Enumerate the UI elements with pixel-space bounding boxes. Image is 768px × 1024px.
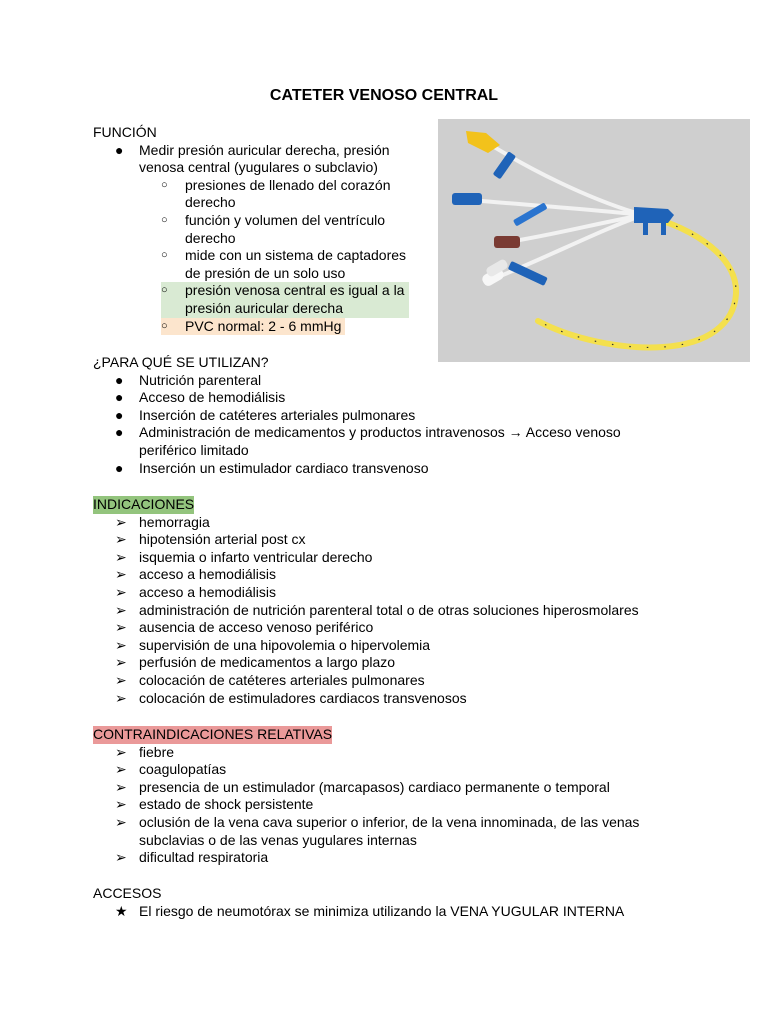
usos-heading: ¿PARA QUÉ SE UTILIZAN?	[93, 354, 269, 370]
arrow-marker: ➢	[115, 531, 127, 548]
circle-marker: ○	[161, 284, 168, 297]
list-item	[93, 549, 693, 567]
list-item	[93, 619, 693, 637]
arrow-marker: ➢	[115, 601, 127, 618]
highlighted-sub-list-item	[161, 282, 409, 317]
list-item	[93, 796, 673, 814]
list-item	[93, 849, 673, 867]
funcion-list	[93, 142, 417, 336]
list-item-text: isquemia o infarto ventricular derecho	[139, 548, 373, 565]
list-item-text: hipotensión arterial post cx	[139, 531, 306, 548]
catheter-illustration	[438, 119, 750, 362]
bullet-marker: ●	[115, 406, 124, 423]
bullet-marker: ●	[115, 389, 124, 406]
arrow-marker: ➢	[115, 636, 127, 653]
circle-marker: ○	[161, 249, 168, 262]
list-item	[93, 407, 673, 425]
list-item-text: perfusión de medicamentos a largo plazo	[139, 654, 396, 671]
sub-list-item	[93, 247, 417, 282]
list-item	[93, 531, 693, 549]
list-item-text: supervisión de una hipovolemia o hipervolemia	[139, 636, 431, 653]
accesos-list	[93, 903, 693, 921]
list-item-text: oclusión de la vena cava superior o inferior, de la vena innominada, de las venas subclavias o de las venas yugulares internas	[139, 813, 640, 848]
list-item	[93, 566, 693, 584]
page-title: CATETER VENOSO CENTRAL	[269, 87, 499, 104]
bullet-marker: ●	[115, 424, 124, 441]
circle-marker: ○	[161, 213, 168, 226]
arrow-marker: ➢	[115, 849, 127, 866]
list-item	[93, 460, 673, 478]
arrow-marker: ➢	[115, 813, 127, 830]
list-item-text: administración de nutrición parenteral total o de otras soluciones hiperosmolares	[139, 601, 639, 618]
list-item	[93, 779, 673, 797]
indicaciones-heading: INDICACIONES	[93, 496, 195, 512]
sub-list-item	[93, 212, 417, 247]
arrow-marker: ➢	[115, 583, 127, 600]
list-item	[93, 637, 693, 655]
arrow-marker: ➢	[115, 654, 127, 671]
arrow-marker: ➢	[115, 796, 127, 813]
bullet-marker: ●	[115, 459, 124, 476]
list-item	[93, 142, 409, 177]
list-item	[93, 514, 693, 532]
list-item-text: colocación de estimuladores cardiacos transvenosos	[139, 689, 467, 706]
list-item	[93, 389, 673, 407]
arrow-marker: ➢	[115, 778, 127, 795]
contraindicaciones-list	[93, 744, 673, 867]
list-item	[93, 372, 673, 390]
list-item-text: fiebre	[139, 743, 175, 760]
bullet-marker: ●	[115, 371, 124, 388]
list-item-text: El riesgo de neumotórax se minimiza utilizando la VENA YUGULAR INTERNA	[139, 902, 625, 919]
sub-list-item	[93, 177, 417, 212]
sub-list-item-text: función y volumen del ventrículo derecho	[185, 211, 385, 246]
sub-list-item-text: mide con un sistema de captadores de presión de un solo uso	[185, 247, 407, 281]
list-item	[93, 654, 693, 672]
bullet-marker: ●	[115, 141, 124, 158]
list-item	[93, 761, 673, 779]
contraindicaciones-heading: CONTRAINDICACIONES RELATIVAS	[93, 726, 333, 742]
sub-list-item-text: PVC normal: 2 - 6 mmHg	[185, 317, 342, 334]
arrow-marker: ➢	[115, 689, 127, 706]
list-item-text: colocación de catéteres arteriales pulmonares	[139, 671, 425, 688]
star-marker: ★	[115, 902, 128, 919]
list-item-text: acceso a hemodiálisis	[139, 566, 276, 583]
contraindicaciones-section	[93, 726, 673, 867]
arrow-marker: ➢	[115, 671, 127, 688]
list-item-text: estado de shock persistente	[139, 796, 314, 813]
usos-list	[93, 372, 673, 478]
list-item	[93, 690, 693, 708]
indicaciones-section	[93, 496, 693, 707]
indicaciones-list	[93, 514, 693, 708]
list-item	[93, 424, 673, 459]
list-item	[93, 584, 693, 602]
list-item-text: coagulopatías	[139, 761, 227, 778]
funcion-heading: FUNCIÓN	[93, 124, 157, 140]
funcion-section	[93, 124, 417, 335]
arrow-marker: ➢	[115, 566, 127, 583]
list-item	[93, 814, 673, 849]
list-item-text: Inserción un estimulador cardiaco transvenoso	[139, 459, 429, 476]
list-item-text: acceso a hemodiálisis	[139, 583, 276, 600]
sub-list-item-text: presión venosa central es igual a la presión auricular derecha	[185, 282, 405, 316]
sub-list-item-text: presiones de llenado del corazón derecho	[185, 176, 391, 211]
arrow-marker: ➢	[115, 513, 127, 530]
list-item-text: Administración de medicamentos y productos intravenosos → Acceso venoso periférico limitado	[139, 424, 621, 458]
accesos-section	[93, 885, 693, 920]
arrow-marker: ➢	[115, 619, 127, 636]
list-item-text: presencia de un estimulador (marcapasos) cardiaco permanente o temporal	[139, 778, 610, 795]
list-item	[93, 672, 693, 690]
list-item	[93, 602, 693, 620]
list-item-text: Acceso de hemodiálisis	[139, 389, 286, 406]
list-item-text: hemorragia	[139, 513, 210, 530]
list-item-text: Nutrición parenteral	[139, 371, 262, 388]
list-item-text: Inserción de catéteres arteriales pulmonares	[139, 406, 416, 423]
list-item	[93, 744, 673, 762]
circle-marker: ○	[161, 319, 168, 332]
circle-marker: ○	[161, 178, 168, 191]
arrow-marker: ➢	[115, 743, 127, 760]
list-item	[93, 903, 693, 921]
arrow-marker: ➢	[115, 548, 127, 565]
list-item-text: dificultad respiratoria	[139, 849, 269, 866]
accesos-heading: ACCESOS	[93, 885, 162, 901]
arrow-marker: ➢	[115, 761, 127, 778]
list-item-text: ausencia de acceso venoso periférico	[139, 619, 374, 636]
usos-section	[93, 354, 673, 477]
catheter-photo	[438, 119, 750, 362]
list-item-text: Medir presión auricular derecha, presión venosa central (yugulares o subclavio)	[139, 141, 390, 176]
highlighted-sub-list-item	[161, 318, 345, 336]
